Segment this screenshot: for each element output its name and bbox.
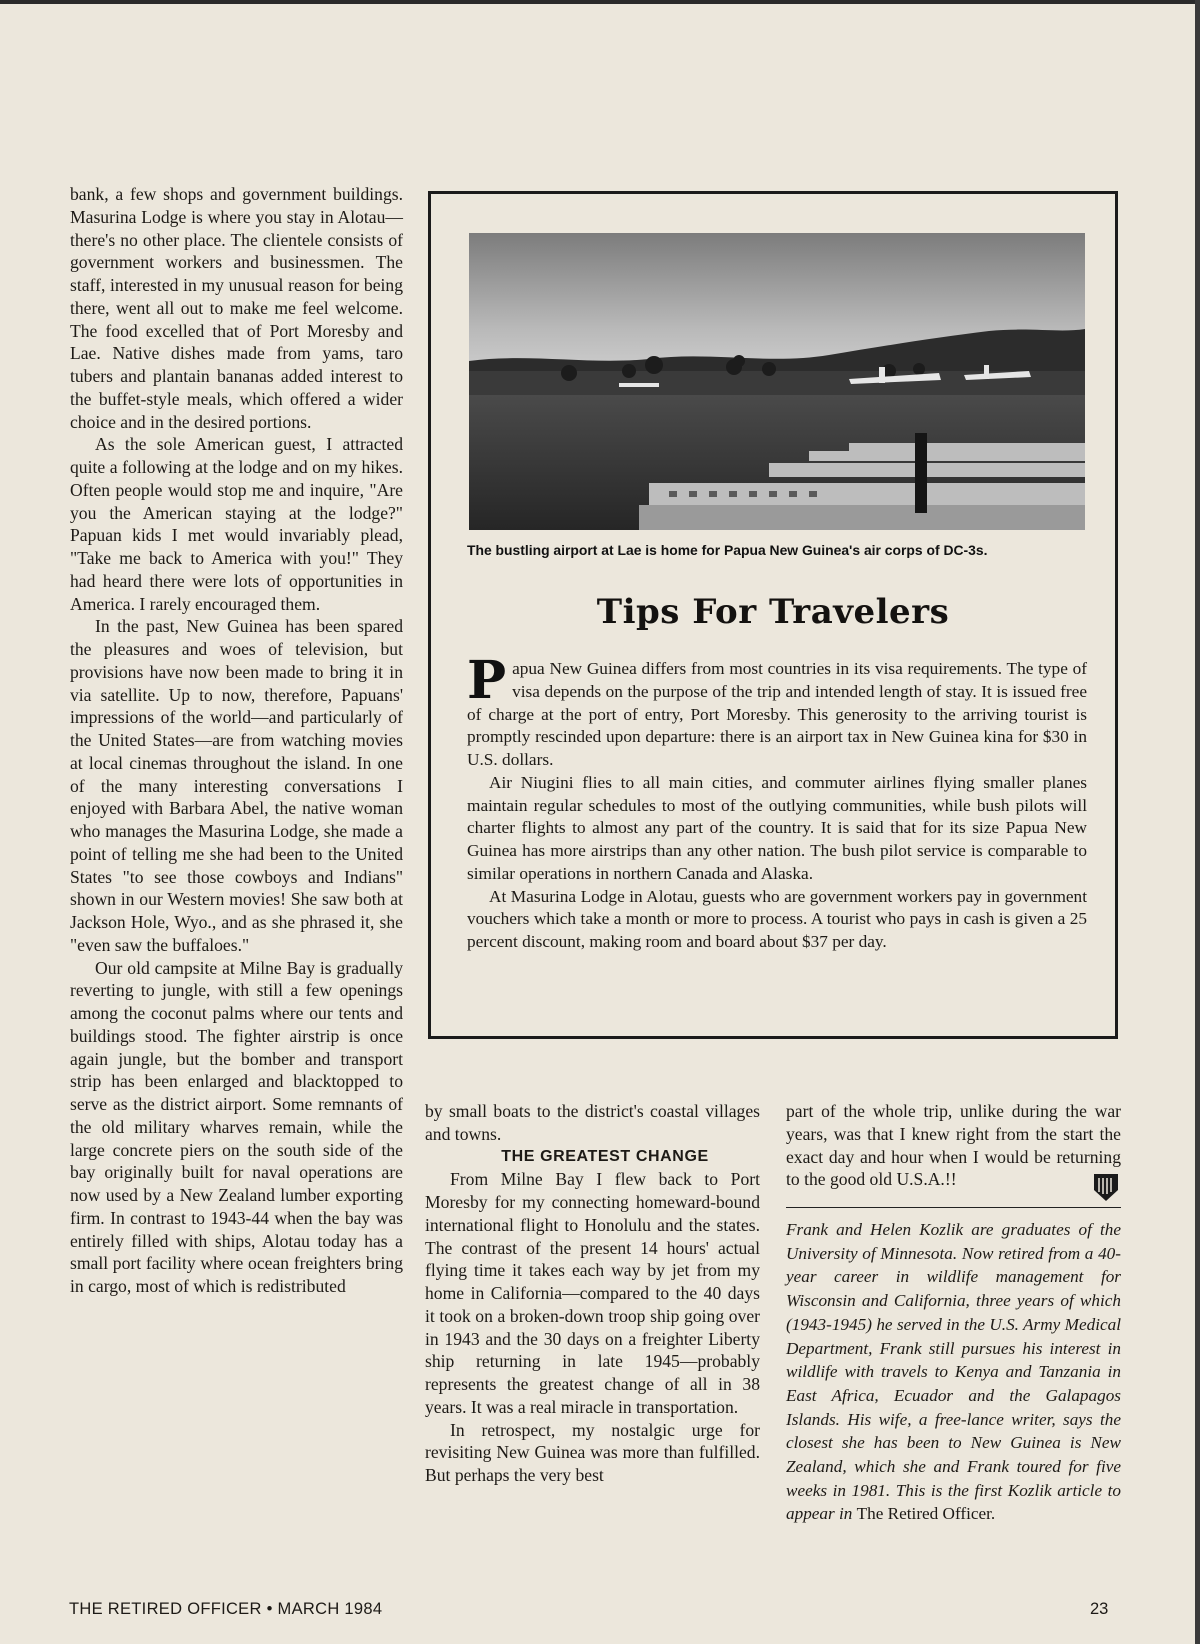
article-paragraph: In retrospect, my nostalgic urge for revisiting New Guinea was more than fulfilled. But perhaps the very best [425, 1419, 760, 1485]
author-bio-text: Frank and Helen Kozlik are graduates of the University of Minnesota. Now retired from a 40-year career in wildlife management for Wisconsin and California, three years of which (1943-1945) he served in the U.S. Army Medical Department, Frank still pursues his interest in wildlife with travels to Kenya and Tanzania in East Africa, Ecuador and the Galapagos Islands. His wife, a free-lance writer, says the closest she has been to New Guinea is New Zealand, which she and Frank toured for five weeks in 1981. This is the first Kozlik article to appear in [786, 1220, 1121, 1524]
article-paragraph: Our old campsite at Milne Bay is gradually reverting to jungle, with still a few openings among the coconut palms where our tents and buildings stood. The fighter airstrip is once again jungle, but the bomber and transport strip has been enlarged and blacktopped to serve as the district airport. Some remnants of the old military wharves remain, while the large concrete piers on the south side of the bay originally built for naval operations are now used by a New Zealand lumber exporting firm. In contrast to 1943-44 when the bay was entirely filled with ships, Alotau today has a small port facility where ocean freighters bring in cargo, most of which is redistributed [70, 957, 403, 1296]
right-column [786, 1100, 1121, 1526]
airport-photo [469, 233, 1085, 530]
photo-caption: The bustling airport at Lae is home for Papua New Guinea's air corps of DC-3s. [467, 542, 988, 558]
tips-paragraph: At Masurina Lodge in Alotau, guests who are government workers pay in government vouchers which take a month or more to process. A tourist who pays in cash is given a 25 percent discount, making room and board about $37 per day. [467, 886, 1087, 951]
article-paragraph: In the past, New Guinea has been spared the pleasures and woes of television, but provisions have now been made to bring it in via satellite. Up to now, therefore, Papuans' impressions of the world—and particularly of the United States—are from watching movies at local cinemas throughout the island. In one of the many interesting conversations I enjoyed with Barbara Abel, the native woman who manages the Masurina Lodge, she made a point of telling me she had been to the United States "to see those cowboys and Indians" shown in our Western movies! She saw both at Jackson Hole, Wyo., and as she phrased it, she "even saw the buffaloes." [70, 616, 403, 955]
page-number: 23 [1090, 1600, 1109, 1618]
middle-column [425, 1100, 760, 1487]
tips-for-travelers-box [428, 191, 1118, 1039]
page-edge-right [1195, 0, 1200, 1644]
article-paragraph: bank, a few shops and government buildings. Masurina Lodge is where you stay in Alotau—there's no other place. The clientele consists of government workers and businessmen. The staff, interested in my unusual reason for being there, went all out to make me feel welcome. The food excelled that of Port Moresby and Lae. Native dishes made from yams, taro tubers and plantain bananas added interest to the buffet-style meals, which offered a wider choice and in the desired portions. [70, 184, 403, 432]
left-column [70, 183, 403, 1298]
article-ending-text: part of the whole trip, unlike during the war years, was that I knew right from the start the exact day and hour when I would be returning to the good old U.S.A.!! [786, 1101, 1121, 1190]
section-subhead: THE GREATEST CHANGE [501, 1147, 709, 1165]
tips-paragraph [467, 650, 1087, 772]
article-paragraph: by small boats to the district's coastal villages and towns. [425, 1101, 760, 1144]
bio-rule [786, 1207, 1121, 1208]
tips-first-paragraph-text: apua New Guinea differs from most countries in its visa requirements. The type of visa depends on the purpose of the trip and intended length of stay. It is issued free of charge at the port of entry, Port Moresby. This generosity to the arriving tourist is promptly rescinded upon departure: there is an airport tax in New Guinea kina for $30 in U.S. dollars. [467, 659, 1087, 769]
footer-publication: THE RETIRED OFFICER • MARCH 1984 [69, 1600, 383, 1618]
tips-title: Tips For Travelers [596, 592, 950, 632]
publication-name: The Retired Officer. [856, 1504, 996, 1524]
article-paragraph: As the sole American guest, I attracted quite a following at the lodge and on my hikes. Often people would stop me and inquire, "Are you the American staying at the lodge?" Papuan kids I met would invariably plead, "Take me back to America with you!" They had heard there were lots of opportunities in America. I rarely encouraged them. [70, 434, 403, 614]
page-edge-top [0, 0, 1200, 4]
tips-paragraph: Air Niugini flies to all main cities, and commuter airlines flying smaller planes maintain regular schedules to most of the outlying communities, while bush pilots will charter flights to almost any part of the country. It is said that for its size Papua New Guinea has more airstrips than any other nation. The bush pilot service is comparable to similar operations in northern Canada and Alaska. [467, 772, 1087, 883]
drop-cap: P [467, 650, 507, 711]
article-paragraph [786, 1100, 1121, 1191]
author-bio [786, 1218, 1121, 1526]
article-paragraph: From Milne Bay I flew back to Port Moresby for my connecting homeward-bound international flight to Honolulu and the states. The contrast of the present 14 hours' actual flying time it takes each way by jet from my home in California—compared to the 40 days it took on a broken-down troop ship going over in 1943 and the 30 days on a freighter Liberty ship returning in late 1945—probably represents the greatest change of all in 38 years. It was a real miracle in transportation. [425, 1169, 760, 1417]
end-mark-icon [1091, 1172, 1121, 1202]
tips-body [467, 650, 1087, 954]
